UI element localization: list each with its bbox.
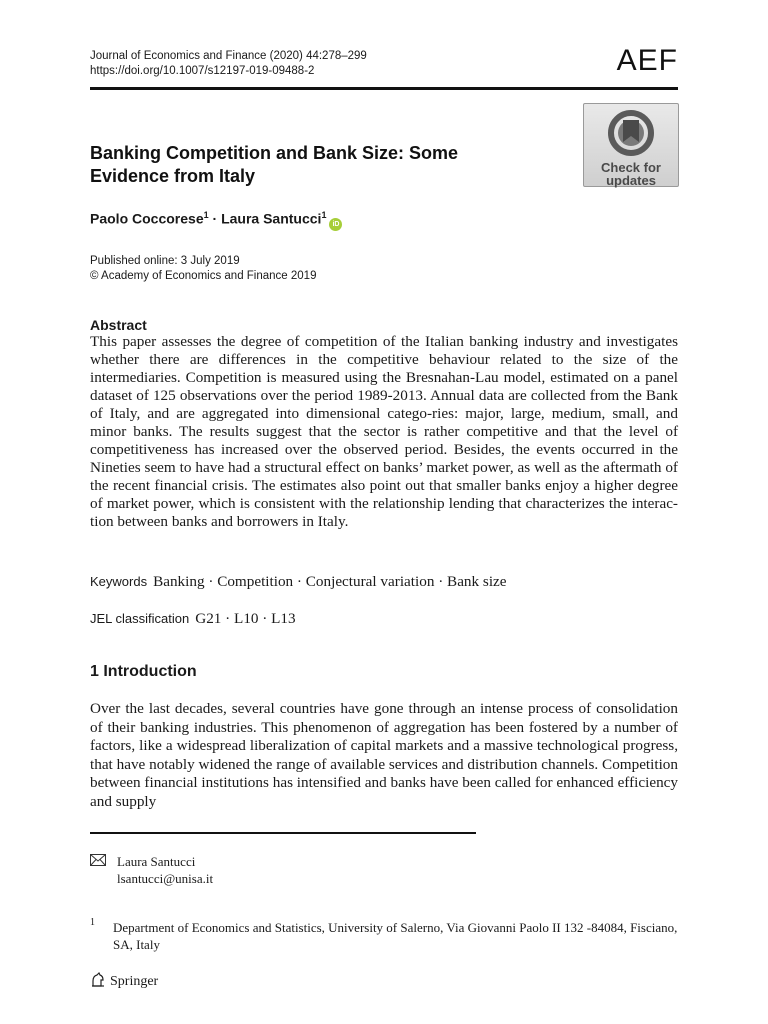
bookmark-ring-icon — [608, 110, 654, 156]
jel-classification — [90, 610, 296, 628]
badge-line-1: Check for — [601, 160, 661, 175]
author-name[interactable]: Paolo Coccorese — [90, 210, 204, 227]
copyright-line — [90, 269, 316, 284]
contact-email[interactable]: lsantucci@unisa.it — [117, 871, 214, 886]
envelope-icon — [90, 854, 106, 866]
springer-horse-icon — [90, 972, 106, 988]
footnote-rule — [90, 832, 476, 834]
contact-name: Laura Santucci — [117, 854, 196, 869]
affiliation-text: Department of Economics and Statistics, University of Salerno, Via Giovanni Paolo II 132 -84084, Fisciano, SA, Italy — [113, 920, 678, 952]
section-body: Over the last decades, several countries have gone through an intense process of consolidation of their banking industries. This phenomenon of aggregation has been fostered by a number of factors, like a widespread liberalization of capital markets and a massive technological progress, that have notably widened the range of available services and distribution channels. Competition between financial institutions has intensified and banks have been called for enhanced efficiency and supply — [90, 700, 678, 810]
orcid-icon[interactable]: iD — [329, 218, 342, 231]
author-name[interactable]: Laura Santucci — [221, 210, 322, 227]
affiliation-number: 1 — [90, 917, 95, 928]
keywords-label: Keywords — [90, 574, 148, 589]
publication-info — [90, 254, 316, 284]
affiliation-ref: 1 — [203, 210, 209, 220]
keywords — [90, 573, 507, 591]
journal-citation — [90, 49, 367, 79]
published-date: Published online: 3 July 2019 — [90, 255, 240, 267]
affiliation-ref: 1 — [321, 210, 327, 220]
jel-label: JEL classification — [90, 611, 190, 626]
title-line-1: Banking Competition and Bank Size: Some — [90, 143, 459, 163]
check-for-updates-badge[interactable] — [583, 103, 679, 187]
badge-line-2: updates — [606, 173, 656, 188]
author-list — [90, 210, 342, 231]
copyright-text: Academy of Economics and Finance 2019 — [101, 270, 317, 282]
header-rule — [90, 87, 678, 90]
abstract-heading: Abstract — [90, 317, 147, 333]
corresponding-author — [117, 853, 213, 887]
abstract-text: This paper assesses the degree of competition of the Italian banking industry and investigates whether there are differences in the competitive behaviour related to the size of the intermediaries. Competition is measured using the Bresnahan-Lau model, estimated on a panel dataset of 125 observations over the period 1989-2013. Annual data are collected from the Bank of Italy, and are aggregated into dimensional catego-ries: major, large, medium, small, and minor banks. The results suggest that the sector is rather competitive and that the level of competitiveness has increased over the observed period. Besides, the events occurred in the Nineties seem to have had a structural effect on banks’ market power, as well as the aftermath of the recent financial crisis. The estimates also point out that smaller banks enjoy a higher degree of market power, which is consistent with the relationship lending that characterizes the interac-tion between banks and borrowers in Italy. — [90, 333, 678, 530]
article-title — [90, 142, 570, 188]
journal-logo: AEF — [616, 44, 678, 77]
keywords-text: Banking · Competition · Conjectural variation · Bank size — [153, 573, 507, 590]
jel-codes: G21 · L10 · L13 — [195, 610, 296, 627]
doi-link[interactable]: https://doi.org/10.1007/s12197-019-09488-2 — [90, 65, 315, 77]
copyright-symbol: © — [90, 270, 99, 282]
title-line-2: Evidence from Italy — [90, 166, 256, 186]
section-heading: 1 Introduction — [90, 663, 197, 680]
publisher-mark — [90, 972, 158, 990]
author-separator: · — [212, 210, 218, 227]
journal-name: Journal of Economics and Finance (2020) 44:278–299 — [90, 50, 367, 62]
publisher-name: Springer — [110, 974, 159, 989]
